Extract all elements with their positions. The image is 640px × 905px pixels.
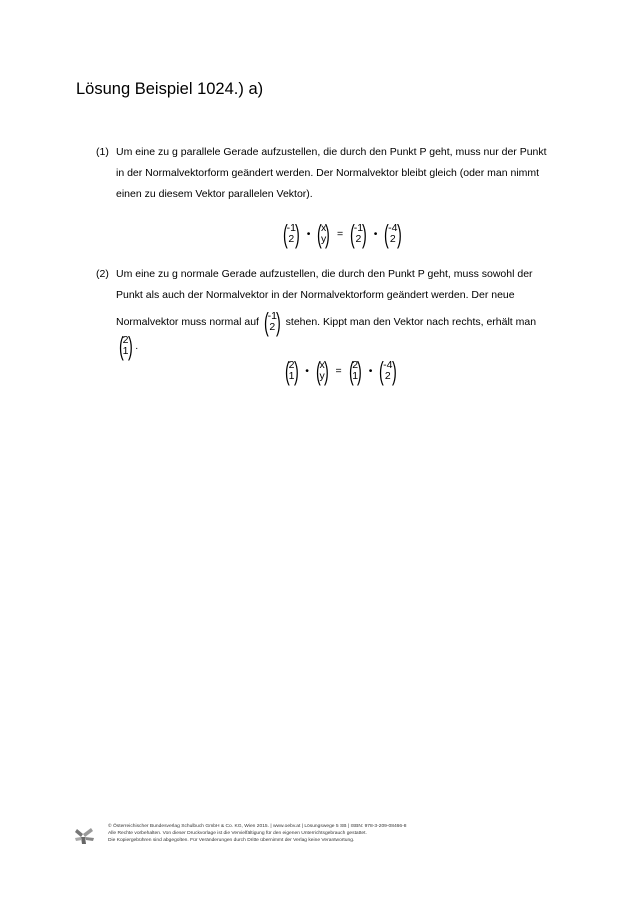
- equation-2: [282, 358, 399, 384]
- vector: ( -4 2 ): [379, 356, 397, 386]
- item-text: [116, 142, 566, 205]
- text-line: einen zu diesem Vektor parallelen Vektor).: [116, 188, 313, 200]
- text-segment: .: [135, 339, 139, 352]
- footer-copyright: [108, 823, 406, 844]
- dot-operator: •: [368, 365, 373, 377]
- text-line: Punkt als auch der Normalvektor in der Normalvektorform geändert werden. Der neue: [116, 289, 515, 301]
- vector: ( x y ): [315, 356, 329, 386]
- vector: ( x y ): [317, 219, 331, 249]
- vector: ( 2 1 ): [348, 356, 362, 386]
- text-line: [116, 333, 566, 359]
- text-segment: stehen. Kippt man den Vektor nach rechts, erhält man: [285, 315, 537, 328]
- equals-sign: =: [336, 228, 344, 240]
- dot-operator: •: [305, 365, 309, 377]
- footer-line: © Österreichischer Bundesverlag Schulbuch GmbH & Co. KG, Wien 2015. | www.oebv.at | Lösungswege 5 SB | ISBN: 978-3-209-08466-8: [108, 824, 407, 829]
- inline-vector: ( -1 2 ): [263, 307, 281, 337]
- text-line: Um eine zu g parallele Gerade aufzustellen, die durch den Punkt P geht, muss nur der Punkt: [116, 146, 547, 158]
- footer-line: Die Kopiergebühren sind abgegolten. Für Veränderungen durch Dritte übernimmt der Verlag keine Verantwortung.: [108, 838, 355, 843]
- footer-line: Alle Rechte vorbehalten. Von dieser Druckvorlage ist die Vervielfältigung für den eigenen Unterrichtsgebrauch gestattet.: [108, 831, 367, 836]
- dot-operator: •: [306, 228, 311, 240]
- page-title: Lösung Beispiel 1024.) a): [76, 80, 264, 98]
- text-line: Um eine zu g normale Gerade aufzustellen, die durch den Punkt P geht, muss sowohl der: [116, 268, 533, 280]
- text-segment: Normalvektor muss normal auf: [116, 315, 259, 328]
- vector: ( 2 1 ): [284, 356, 299, 386]
- publisher-logo-icon: [74, 826, 96, 846]
- item-text: [116, 264, 566, 359]
- vector: ( -4 2 ): [384, 219, 402, 249]
- dot-operator: •: [373, 228, 378, 240]
- text-line: [116, 309, 566, 335]
- item-number: (1): [96, 146, 109, 158]
- vector: ( -1 2 ): [350, 219, 367, 249]
- vector: ( -1 2 ): [282, 219, 300, 249]
- equals-sign: =: [335, 365, 342, 377]
- item-number: (2): [96, 268, 109, 280]
- equation-1: [280, 221, 404, 247]
- text-line: in der Normalvektorform geändert werden. Der Normalvektor bleibt gleich (oder man nimmt: [116, 167, 540, 179]
- inline-vector: ( 2 1 ): [118, 331, 133, 361]
